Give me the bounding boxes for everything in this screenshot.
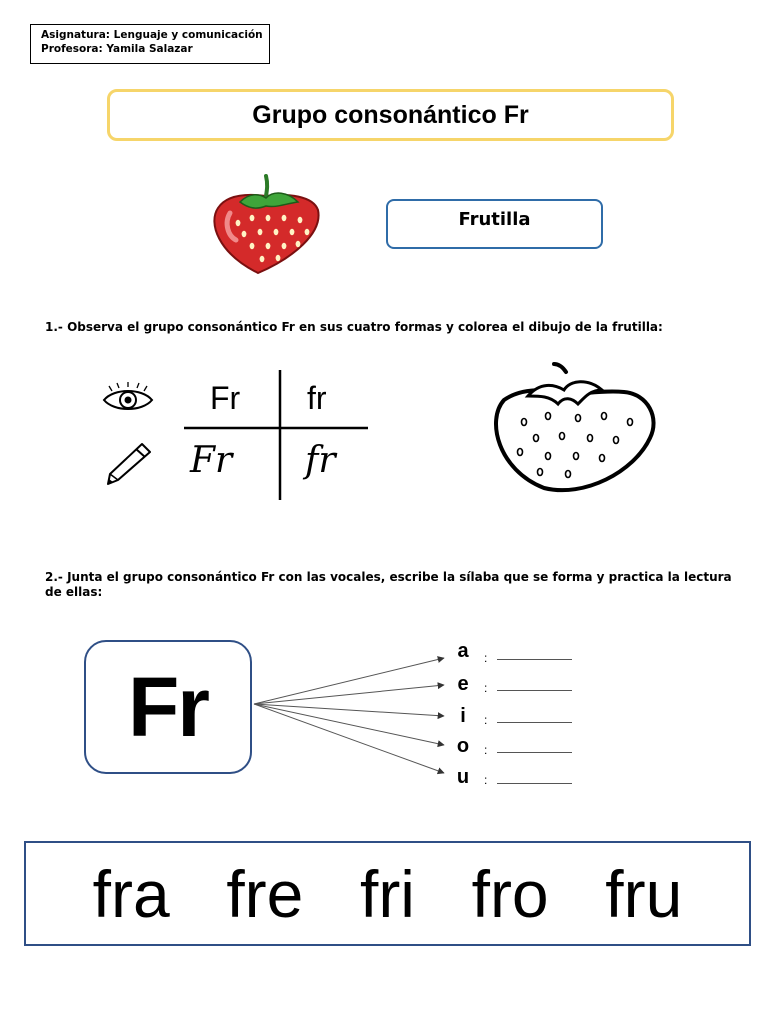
answer-blank-a[interactable]	[497, 659, 572, 660]
answer-blank-u[interactable]	[497, 783, 572, 784]
word-label: Frutilla	[458, 209, 531, 230]
colon: :	[484, 651, 488, 665]
syllable-fre: fre	[226, 856, 304, 931]
answer-blank-i[interactable]	[497, 722, 572, 723]
page-title-text: Grupo consonántico Fr	[252, 100, 529, 129]
vowel-o: o	[456, 735, 470, 757]
subject-label: Asignatura: Lenguaje y comunicación	[41, 29, 263, 41]
colon: :	[484, 681, 488, 695]
header-info-box	[30, 24, 270, 64]
syllable-fru: fru	[605, 856, 683, 931]
colon: :	[484, 773, 488, 787]
cursive-uppercase: Fr	[190, 440, 233, 481]
word-box	[386, 199, 603, 249]
strawberry-color-image	[188, 168, 338, 280]
vowel-e: e	[457, 673, 469, 695]
vowel-u: u	[456, 766, 470, 788]
syllable-fra: fra	[92, 856, 170, 931]
colon: :	[484, 713, 488, 727]
answer-blank-e[interactable]	[497, 690, 572, 691]
colon: :	[484, 743, 488, 757]
vowel-a: a	[457, 640, 469, 662]
connector-arrows	[252, 640, 452, 790]
vowel-i: i	[460, 705, 466, 727]
answer-blank-o[interactable]	[497, 752, 572, 753]
syllables-box	[24, 841, 751, 946]
strawberry-outline-image	[484, 360, 660, 496]
instruction-1: 1.- Observa el grupo consonántico Fr en sus cuatro formas y colorea el dibujo de la frutilla:	[45, 320, 663, 334]
print-lowercase: fr	[307, 380, 327, 416]
pencil-icon	[102, 440, 154, 486]
group-fr-box	[84, 640, 252, 774]
teacher-label: Profesora: Yamila Salazar	[41, 43, 193, 55]
syllable-fro: fro	[471, 856, 549, 931]
letter-table-grid	[180, 370, 370, 502]
cursive-lowercase: fr	[305, 440, 336, 481]
eye-icon	[100, 382, 156, 418]
page-title	[107, 89, 674, 141]
instruction-2: 2.- Junta el grupo consonántico Fr con las vocales, escribe la sílaba que se forma y practica la lectura de ellas:	[45, 570, 732, 599]
syllable-fri: fri	[359, 856, 415, 931]
group-fr-label: Fr	[128, 659, 208, 754]
print-uppercase: Fr	[210, 380, 241, 416]
